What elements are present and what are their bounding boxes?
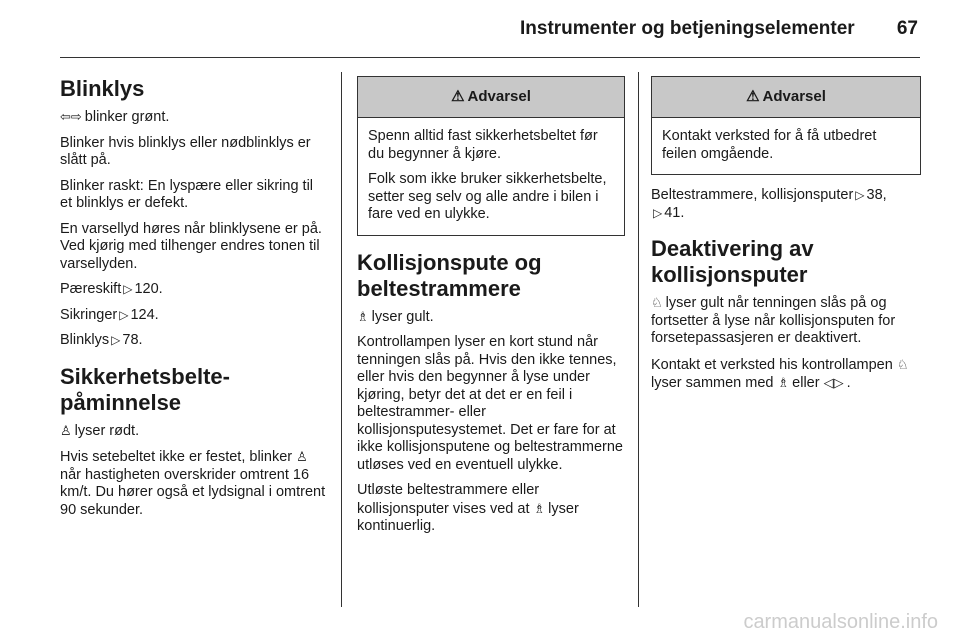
column-3 (651, 72, 921, 401)
paragraph: ♙ lyser rødt. (60, 422, 140, 439)
paragraph: Kontrollampen lyser en kort stund når tenningen slås på. Hvis den ikke tennes, eller hvis den begynner å lyse under kjøring, betyr det at det er en feil i beltestrammer- eller kollisjonsputesystemet. Det er fare for at ikke kollisjonsputene og beltestrammerne utløses ved en eventuell ulykke. (357, 334, 623, 473)
paragraph: Folk som ikke bruker sikkerhetsbelte, setter seg selv og alle andre i bilen i fare ved en ulykke. (368, 171, 607, 222)
airbag-icon: ♗ (533, 500, 546, 516)
cross-reference: Pæreskift ▷ 120. (60, 281, 163, 297)
paragraph: En varsellyd høres når blinklysene er på. Ved kjørig med tilhenger endres tonen til varsellyden. (60, 220, 322, 272)
paragraph: ♘ lyser gult når tenningen slås på og fortsetter å lyse når kollisjonsputen for forsetepassasjeren er deaktivert. (651, 295, 896, 346)
cross-reference: Blinklys ▷ 78. (60, 332, 143, 348)
page-reference-icon: ▷ (123, 282, 133, 296)
page-reference-icon: ▷ (119, 307, 129, 322)
airbag-off-icon: ♘ (651, 295, 663, 310)
warning-body (652, 118, 920, 174)
header-title: Instrumenter og betjeningselementer (520, 18, 855, 39)
seatbelt-icon: ♙ (296, 449, 308, 464)
header-rule (60, 57, 920, 58)
cross-reference: Sikringer ▷ 124. (60, 306, 159, 323)
section-heading-deaktivering: Deaktivering av kollisjonsputer (651, 236, 814, 287)
warning-box (357, 76, 625, 236)
section-heading-sikkerhetsbelte: Sikkerhetsbelte-påminnelse (60, 363, 230, 415)
page-number: 67 (896, 18, 918, 39)
warning-header: ⚠ Advarsel (652, 77, 920, 118)
warning-header: ⚠ Advarsel (358, 77, 624, 118)
page-reference-icon: ▷ (111, 333, 121, 347)
paragraph: Blinker hvis blinklys eller nødblinklys er slått på. (60, 134, 311, 168)
warning-box (651, 76, 921, 175)
airbag-on-icon: ◁▷ (823, 375, 844, 390)
page-reference-icon: ▷ (653, 205, 663, 220)
paragraph: Kontakt et verksted his kontrollampen ♘lyser sammen med ♗ eller ◁▷ . (651, 356, 909, 391)
paragraph: Kontakt verksted for å få utbedret feilen omgående. (662, 128, 877, 162)
turn-signal-icon: ⇦⇨ (60, 109, 82, 124)
column-divider (341, 72, 342, 607)
paragraph: Spenn alltid fast sikkerhetsbeltet før du begynner å kjøre. (368, 128, 598, 162)
section-heading-blinklys: Blinklys (60, 76, 145, 101)
column-2 (357, 72, 625, 544)
cross-reference: Beltestrammere, kollisjonsputer ▷ 38, ▷ 41. (651, 187, 887, 221)
paragraph: Utløste beltestrammere eller kollisjonsputer vises ved at ♗ lyser kontinuerlig. (357, 482, 579, 534)
column-divider (638, 72, 639, 607)
watermark: carmanualsonline.info (743, 611, 938, 633)
airbag-icon: ♗ (357, 308, 369, 324)
paragraph: ⇦⇨ blinker grønt. (60, 109, 170, 125)
warning-icon: ⚠ (746, 88, 760, 105)
page-reference-icon: ▷ (855, 188, 865, 202)
warning-body (358, 118, 624, 235)
warning-icon: ⚠ (451, 88, 465, 105)
seatbelt-icon: ♙ (60, 422, 72, 438)
paragraph: Hvis setebeltet ikke er festet, blinker ♙når hastigheten overskrider omtrent 16 km/t. Du hører også et lydsignal i omtrent 90 sekunder. (60, 449, 326, 518)
section-heading-kollisjonspute: Kollisjonspute og beltestrammere (357, 249, 542, 301)
airbag-icon: ♗ (777, 375, 790, 390)
paragraph: Blinker raskt: En lyspære eller sikring til et blinklys er defekt. (60, 177, 314, 211)
column-1 (60, 72, 328, 527)
airbag-off-icon: ♘ (896, 356, 909, 372)
paragraph: ♗ lyser gult. (357, 308, 434, 325)
